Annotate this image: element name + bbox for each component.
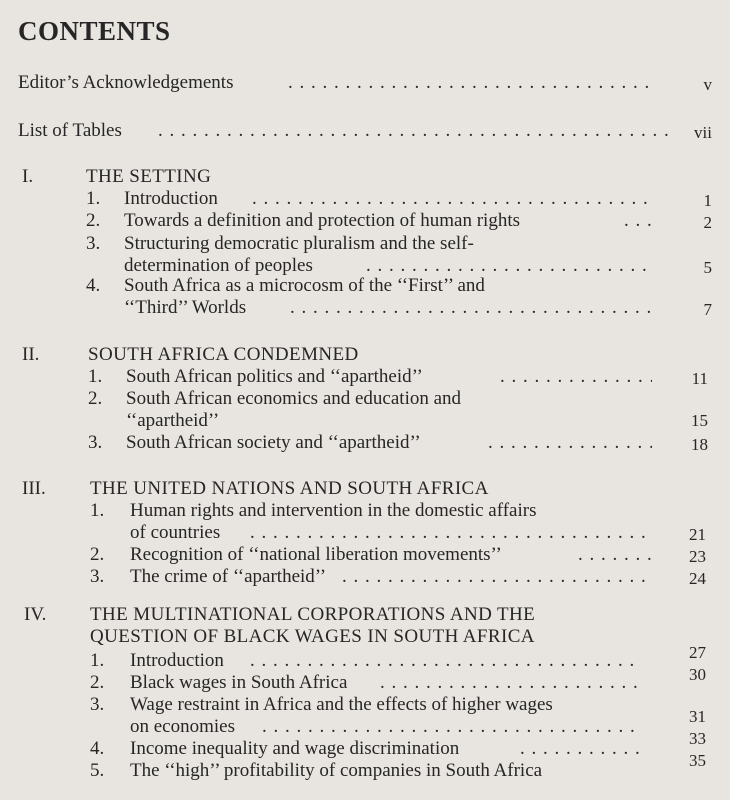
- item-number: 1.: [90, 650, 105, 671]
- dot-leader: [290, 297, 652, 319]
- item-number: 3.: [88, 432, 103, 453]
- item-number: 2.: [90, 672, 105, 693]
- page-number: 5: [703, 258, 712, 277]
- dot-leader: [624, 210, 652, 232]
- item-title-continued: ‘‘apartheid’’: [126, 410, 220, 431]
- item-number: 2.: [90, 544, 105, 565]
- entry-title: Editor’s Acknowledgements: [18, 72, 234, 93]
- page-number: 35: [689, 751, 706, 770]
- dot-leader: [262, 716, 642, 738]
- item-title-continued: of countries: [130, 522, 221, 543]
- item-number: 1.: [90, 500, 105, 521]
- item-number: 4.: [86, 275, 101, 296]
- dot-leader: [250, 650, 642, 672]
- item-title-continued: determination of peoples: [124, 255, 313, 276]
- page-number: v: [703, 75, 712, 94]
- page-number: 18: [691, 435, 708, 454]
- page-number: 11: [691, 369, 708, 388]
- item-title: The crime of ‘‘apartheid’’: [130, 566, 327, 587]
- item-title: Recognition of ‘‘national liberation movements’’: [130, 544, 502, 565]
- section-number: I.: [22, 166, 34, 187]
- page-number: 24: [689, 569, 706, 588]
- section-title: THE SETTING: [86, 166, 212, 187]
- section-title: SOUTH AFRICA CONDEMNED: [88, 344, 359, 365]
- item-number: 2.: [88, 388, 103, 409]
- section-number: II.: [22, 344, 40, 365]
- item-title: The ‘‘high’’ profitability of companies in South Africa: [130, 760, 543, 781]
- item-title: Structuring democratic pluralism and the self-: [124, 233, 474, 254]
- section-title-continued: QUESTION OF BLACK WAGES IN SOUTH AFRICA: [90, 626, 535, 647]
- item-title-continued: ‘‘Third’’ Worlds: [124, 297, 247, 318]
- item-title: Towards a definition and protection of human rights: [124, 210, 520, 231]
- item-number: 3.: [90, 694, 105, 715]
- dot-leader: [342, 566, 652, 588]
- dot-leader: [380, 672, 642, 694]
- item-number: 5.: [90, 760, 105, 781]
- item-number: 4.: [90, 738, 105, 759]
- dot-leader: [366, 255, 652, 277]
- page-number: 2: [703, 213, 712, 232]
- dot-leader: [500, 366, 652, 388]
- item-title-continued: on economies: [130, 716, 236, 737]
- page-number: 30: [689, 665, 706, 684]
- item-title: South African society and ‘‘apartheid’’: [126, 432, 421, 453]
- page-number: 33: [689, 729, 706, 748]
- item-title: Income inequality and wage discrimination: [130, 738, 460, 759]
- dot-leader: [250, 522, 652, 544]
- section-title: THE UNITED NATIONS AND SOUTH AFRICA: [90, 478, 489, 499]
- page-number: 31: [689, 707, 706, 726]
- dot-leader: [520, 738, 642, 760]
- item-number: 1.: [86, 188, 101, 209]
- dot-leader: [252, 188, 652, 210]
- section-number: IV.: [24, 604, 47, 625]
- page-number: 27: [689, 643, 706, 662]
- item-number: 2.: [86, 210, 101, 231]
- dot-leader: [158, 120, 668, 142]
- page-number: 7: [703, 300, 712, 319]
- toc-entry-acknowledgements: [18, 72, 233, 94]
- page-number: 23: [689, 547, 706, 566]
- item-number: 3.: [90, 566, 105, 587]
- item-title: Wage restraint in Africa and the effects of higher wages: [130, 694, 553, 715]
- page-number: vii: [694, 123, 712, 142]
- item-title: Black wages in South Africa: [130, 672, 348, 693]
- entry-title: List of Tables: [18, 120, 122, 141]
- dot-leader: [488, 432, 652, 454]
- item-number: 3.: [86, 233, 101, 254]
- item-title: South African politics and ‘‘apartheid’’: [126, 366, 423, 387]
- dot-leader: [578, 544, 652, 566]
- toc-entry-list-of-tables: [18, 120, 122, 142]
- page-number: 15: [691, 411, 708, 430]
- item-title: South Africa as a microcosm of the ‘‘First’’ and: [124, 275, 485, 296]
- page-number: 21: [689, 525, 706, 544]
- page-title: CONTENTS: [18, 16, 171, 46]
- item-number: 1.: [88, 366, 103, 387]
- item-title: Introduction: [124, 188, 218, 209]
- dot-leader: [288, 72, 648, 94]
- item-title: South African economics and education and: [126, 388, 462, 409]
- section-number: III.: [22, 478, 46, 499]
- item-title: Introduction: [130, 650, 224, 671]
- item-title: Human rights and intervention in the domestic affairs: [130, 500, 537, 521]
- page-number: 1: [703, 191, 712, 210]
- section-title: THE MULTINATIONAL CORPORATIONS AND THE: [90, 604, 536, 625]
